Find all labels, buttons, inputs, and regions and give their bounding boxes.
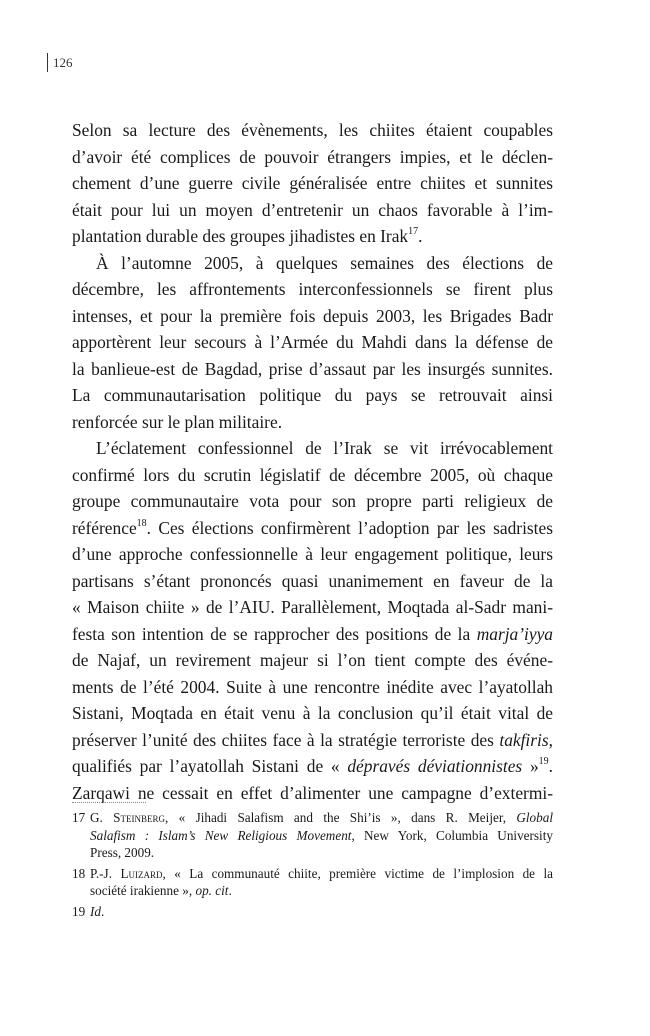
body-text xyxy=(72,117,553,806)
text-run: confirmé lors du scrutin législatif de décembre 2005, où chaque xyxy=(72,464,553,485)
text-run: Selon sa lecture des évènements, les chiites étaient coupables xyxy=(72,120,553,140)
text-run: Press, 2009. xyxy=(90,845,155,860)
text-run: intenses, et pour la première fois depuis 2003, les Brigades Badr xyxy=(72,305,553,326)
text-line xyxy=(72,409,553,436)
text-line xyxy=(72,144,553,171)
text-run: Zarqawi ne cessait en effet d’alimenter une campagne d’extermi- xyxy=(72,782,553,803)
text-run: À l’automne 2005, à quelques semaines des élections de xyxy=(96,252,553,273)
footnote-ref[interactable]: 17 xyxy=(408,226,419,237)
text-run: . Ces élections confirmèrent l’adoption par les sadristes xyxy=(146,517,553,538)
text-run: , « Jihadi Salafism and the Shi’is », dans R. Meijer, xyxy=(165,810,517,825)
text-run: Sistani, Moqtada en était venu à la conclusion qu’il était vital de xyxy=(72,703,553,723)
text-line xyxy=(72,117,553,144)
text-run: , « La communauté chiite, première victime de l’implosion de la xyxy=(162,865,553,881)
text-run: d’avoir été complices de pouvoir étrangers impies, et le déclen- xyxy=(72,146,553,167)
text-line xyxy=(72,462,553,489)
text-line xyxy=(72,753,553,780)
text-run: d’une approche confessionnelle à leur engagement politique, leurs xyxy=(72,544,553,564)
text-run: ments de l’été 2004. Suite à une rencontre inédite avec l’ayatollah xyxy=(72,676,553,697)
text-run: G. xyxy=(90,810,114,825)
text-run: était pour lui un moyen d’entretenir un chaos favorable à l’im- xyxy=(72,199,553,220)
text-run: plantation durable des groupes jihadistes en Irak xyxy=(72,226,409,246)
folio-rule xyxy=(47,53,48,72)
text-line xyxy=(72,303,553,330)
text-line xyxy=(72,250,553,277)
text-run: . xyxy=(228,883,232,898)
footnote-line xyxy=(90,844,553,862)
text-line xyxy=(72,674,553,701)
text-run: L’éclatement confessionnel de l’Irak se vit irrévocablement xyxy=(96,438,553,458)
text-run: . xyxy=(101,903,105,919)
footnote xyxy=(72,865,553,900)
text-run: partisans s’étant prononcés quasi unanimement en faveur de la xyxy=(72,570,553,591)
text-line xyxy=(72,727,553,754)
footnote-number: 19 xyxy=(72,903,86,919)
text-run: préserver l’unité des chiites face à la stratégie terroriste des xyxy=(72,729,500,750)
footnotes xyxy=(72,809,553,923)
text-line xyxy=(72,223,553,250)
text-line xyxy=(72,647,553,674)
text-run: renforcée sur le plan militaire. xyxy=(72,411,283,432)
page-number: 126 xyxy=(53,55,73,70)
text-run: décembre, les affrontements interconfessionnels se firent plus xyxy=(72,279,553,299)
text-run: La communautarisation politique du pays se retrouvait ainsi xyxy=(72,385,553,405)
footnote xyxy=(72,809,553,862)
italic-text: Id xyxy=(90,903,101,919)
italic-text: marja’iyya xyxy=(476,623,553,644)
footnote-separator xyxy=(72,802,146,803)
text-line xyxy=(72,276,553,303)
text-run: apportèrent leur secours à l’Armée du Mahdi dans la défense de xyxy=(72,332,553,352)
text-run: P.-J. xyxy=(90,865,121,881)
text-line xyxy=(72,594,553,621)
text-run: » xyxy=(522,756,539,776)
footnote-number: 17 xyxy=(72,810,86,825)
italic-text: takfiris xyxy=(499,729,549,750)
text-line xyxy=(72,356,553,383)
footnote-number: 18 xyxy=(72,865,86,881)
text-run: la banlieue-est de Bagdad, prise d’assaut par les insurgés sunnites. xyxy=(72,358,553,379)
text-run: de Najaf, un revirement majeur si l’on tient compte des événe- xyxy=(72,650,553,670)
text-run: chement d’une guerre civile généralisée entre chiites et sunnites xyxy=(72,173,553,193)
text-line xyxy=(72,382,553,409)
text-line xyxy=(72,488,553,515)
text-run: , xyxy=(548,729,553,750)
footnote-line xyxy=(90,809,553,827)
text-line xyxy=(72,541,553,568)
text-line xyxy=(72,700,553,727)
footnote-ref[interactable]: 19 xyxy=(538,756,549,767)
text-run: , New York, Columbia University xyxy=(351,827,553,843)
footnote-ref[interactable]: 18 xyxy=(136,517,147,529)
text-run: . xyxy=(418,226,423,246)
footnote-line xyxy=(90,882,553,900)
italic-text: Salafism : Islam’s New Religious Movement xyxy=(90,827,352,843)
text-line xyxy=(72,329,553,356)
text-line xyxy=(72,515,553,542)
italic-text: dépravés déviationnistes xyxy=(347,756,523,776)
text-run: groupe communautaire vota pour son propre parti religieux de xyxy=(72,491,553,511)
footnote-line xyxy=(90,865,553,883)
text-run: . xyxy=(548,756,554,776)
author-name: Luizard xyxy=(120,865,163,881)
italic-text: Global xyxy=(516,810,553,825)
text-line xyxy=(72,170,553,197)
text-line xyxy=(72,435,553,462)
text-run: référence xyxy=(72,517,137,538)
author-name: Steinberg xyxy=(113,810,166,825)
footnote-line xyxy=(90,827,553,845)
footnote xyxy=(72,903,553,921)
text-run: société irakienne », xyxy=(90,883,196,898)
italic-text: op. cit xyxy=(195,883,229,898)
footnote-line xyxy=(90,903,553,921)
text-line xyxy=(72,568,553,595)
text-line xyxy=(72,197,553,224)
text-run: festa son intention de se rapprocher des positions de la xyxy=(72,623,477,644)
text-run: « Maison chiite » de l’AIU. Parallèlement, Moqtada al-Sadr mani- xyxy=(72,597,553,617)
text-line xyxy=(72,621,553,648)
text-run: qualifiés par l’ayatollah Sistani de « xyxy=(72,756,348,776)
